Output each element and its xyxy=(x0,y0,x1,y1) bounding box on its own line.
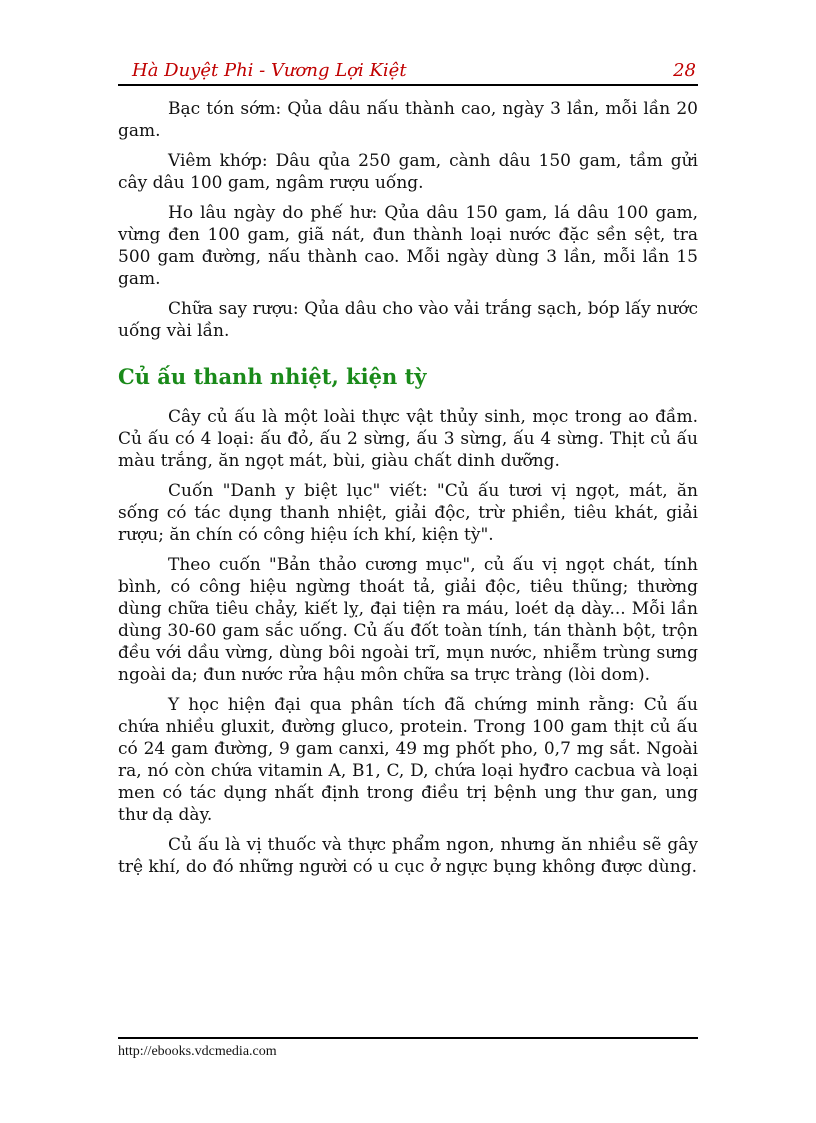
page-body xyxy=(118,98,698,886)
paragraph-canh-bao: Củ ấu là vị thuốc và thực phẩm ngon, nhưng ăn nhiều sẽ gây trệ khí, do đó những người có u cục ở ngực bụng không được dùng. xyxy=(118,835,698,877)
footer-url: http://ebooks.vdcmedia.com xyxy=(118,1044,277,1059)
paragraph-danh-y-biet-luc: Cuốn "Danh y biệt lục" viết: "Củ ấu tươi vị ngọt, mát, ăn sống có tác dụng thanh nhiệt, giải độc, trừ phiền, tiêu khát, giải rượu; ăn chín có công hiệu ích khí, kiện tỳ". xyxy=(118,481,698,545)
paragraph-viem-khop: Viêm khớp: Dâu qủa 250 gam, cành dâu 150 gam, tầm gửi cây dâu 100 gam, ngâm rượu uống. xyxy=(118,151,698,193)
paragraph-bac-ton-som: Bạc tón sớm: Qủa dâu nấu thành cao, ngày 3 lần, mỗi lần 20 gam. xyxy=(118,99,698,141)
footer-divider xyxy=(118,1037,698,1039)
page-header xyxy=(118,58,698,82)
section-title: Củ ấu thanh nhiệt, kiện tỳ xyxy=(118,364,427,389)
header-divider xyxy=(118,84,698,86)
header-author: Hà Duyệt Phi - Vương Lợi Kiệt xyxy=(132,60,407,81)
paragraph-ban-thao-cuong-muc: Theo cuốn "Bản thảo cương mục", củ ấu vị ngọt chát, tính bình, có công hiệu ngừng thoát tả, giải độc, tiêu thũng; thường dùng chữa tiêu chảy, kiết lỵ, đại tiện ra máu, loét dạ dày... Mỗi lần dùng 30-60 gam sắc uống. Củ ấu đốt toàn tính, tán thành bột, trộn đều với dầu vừng, dùng bôi ngoài trĩ, mụn nước, nhiễm trùng sưng ngoài da; đun nước rửa hậu môn chữa sa trực tràng (lòi dom). xyxy=(118,555,698,685)
paragraph-cu-au-intro: Cây củ ấu là một loài thực vật thủy sinh, mọc trong ao đầm. Củ ấu có 4 loại: ấu đỏ, ấu 2 sừng, ấu 3 sừng, ấu 4 sừng. Thịt củ ấu màu trắng, ăn ngọt mát, bùi, giàu chất dinh dưỡng. xyxy=(118,407,698,471)
page-number: 28 xyxy=(673,60,696,81)
paragraph-ho-lau-ngay: Ho lâu ngày do phế hư: Qủa dâu 150 gam, lá dâu 100 gam, vừng đen 100 gam, giã nát, đun thành loại nước đặc sền sệt, tra 500 gam đường, nấu thành cao. Mỗi ngày dùng 3 lần, mỗi lần 15 gam. xyxy=(118,203,698,289)
paragraph-y-hoc-hien-dai: Y học hiện đại qua phân tích đã chứng minh rằng: Củ ấu chứa nhiều gluxit, đường gluco, protein. Trong 100 gam thịt củ ấu có 24 gam đường, 9 gam canxi, 49 mg phốt pho, 0,7 mg sắt. Ngoài ra, nó còn chứa vitamin A, B1, C, D, chứa loại hyđro cacbua và loại men có tác dụng nhất định trong điều trị bệnh ung thư gan, ung thư dạ dày. xyxy=(118,695,698,825)
paragraph-chua-say-ruou: Chữa say rượu: Qủa dâu cho vào vải trắng sạch, bóp lấy nước uống vài lần. xyxy=(118,299,698,341)
